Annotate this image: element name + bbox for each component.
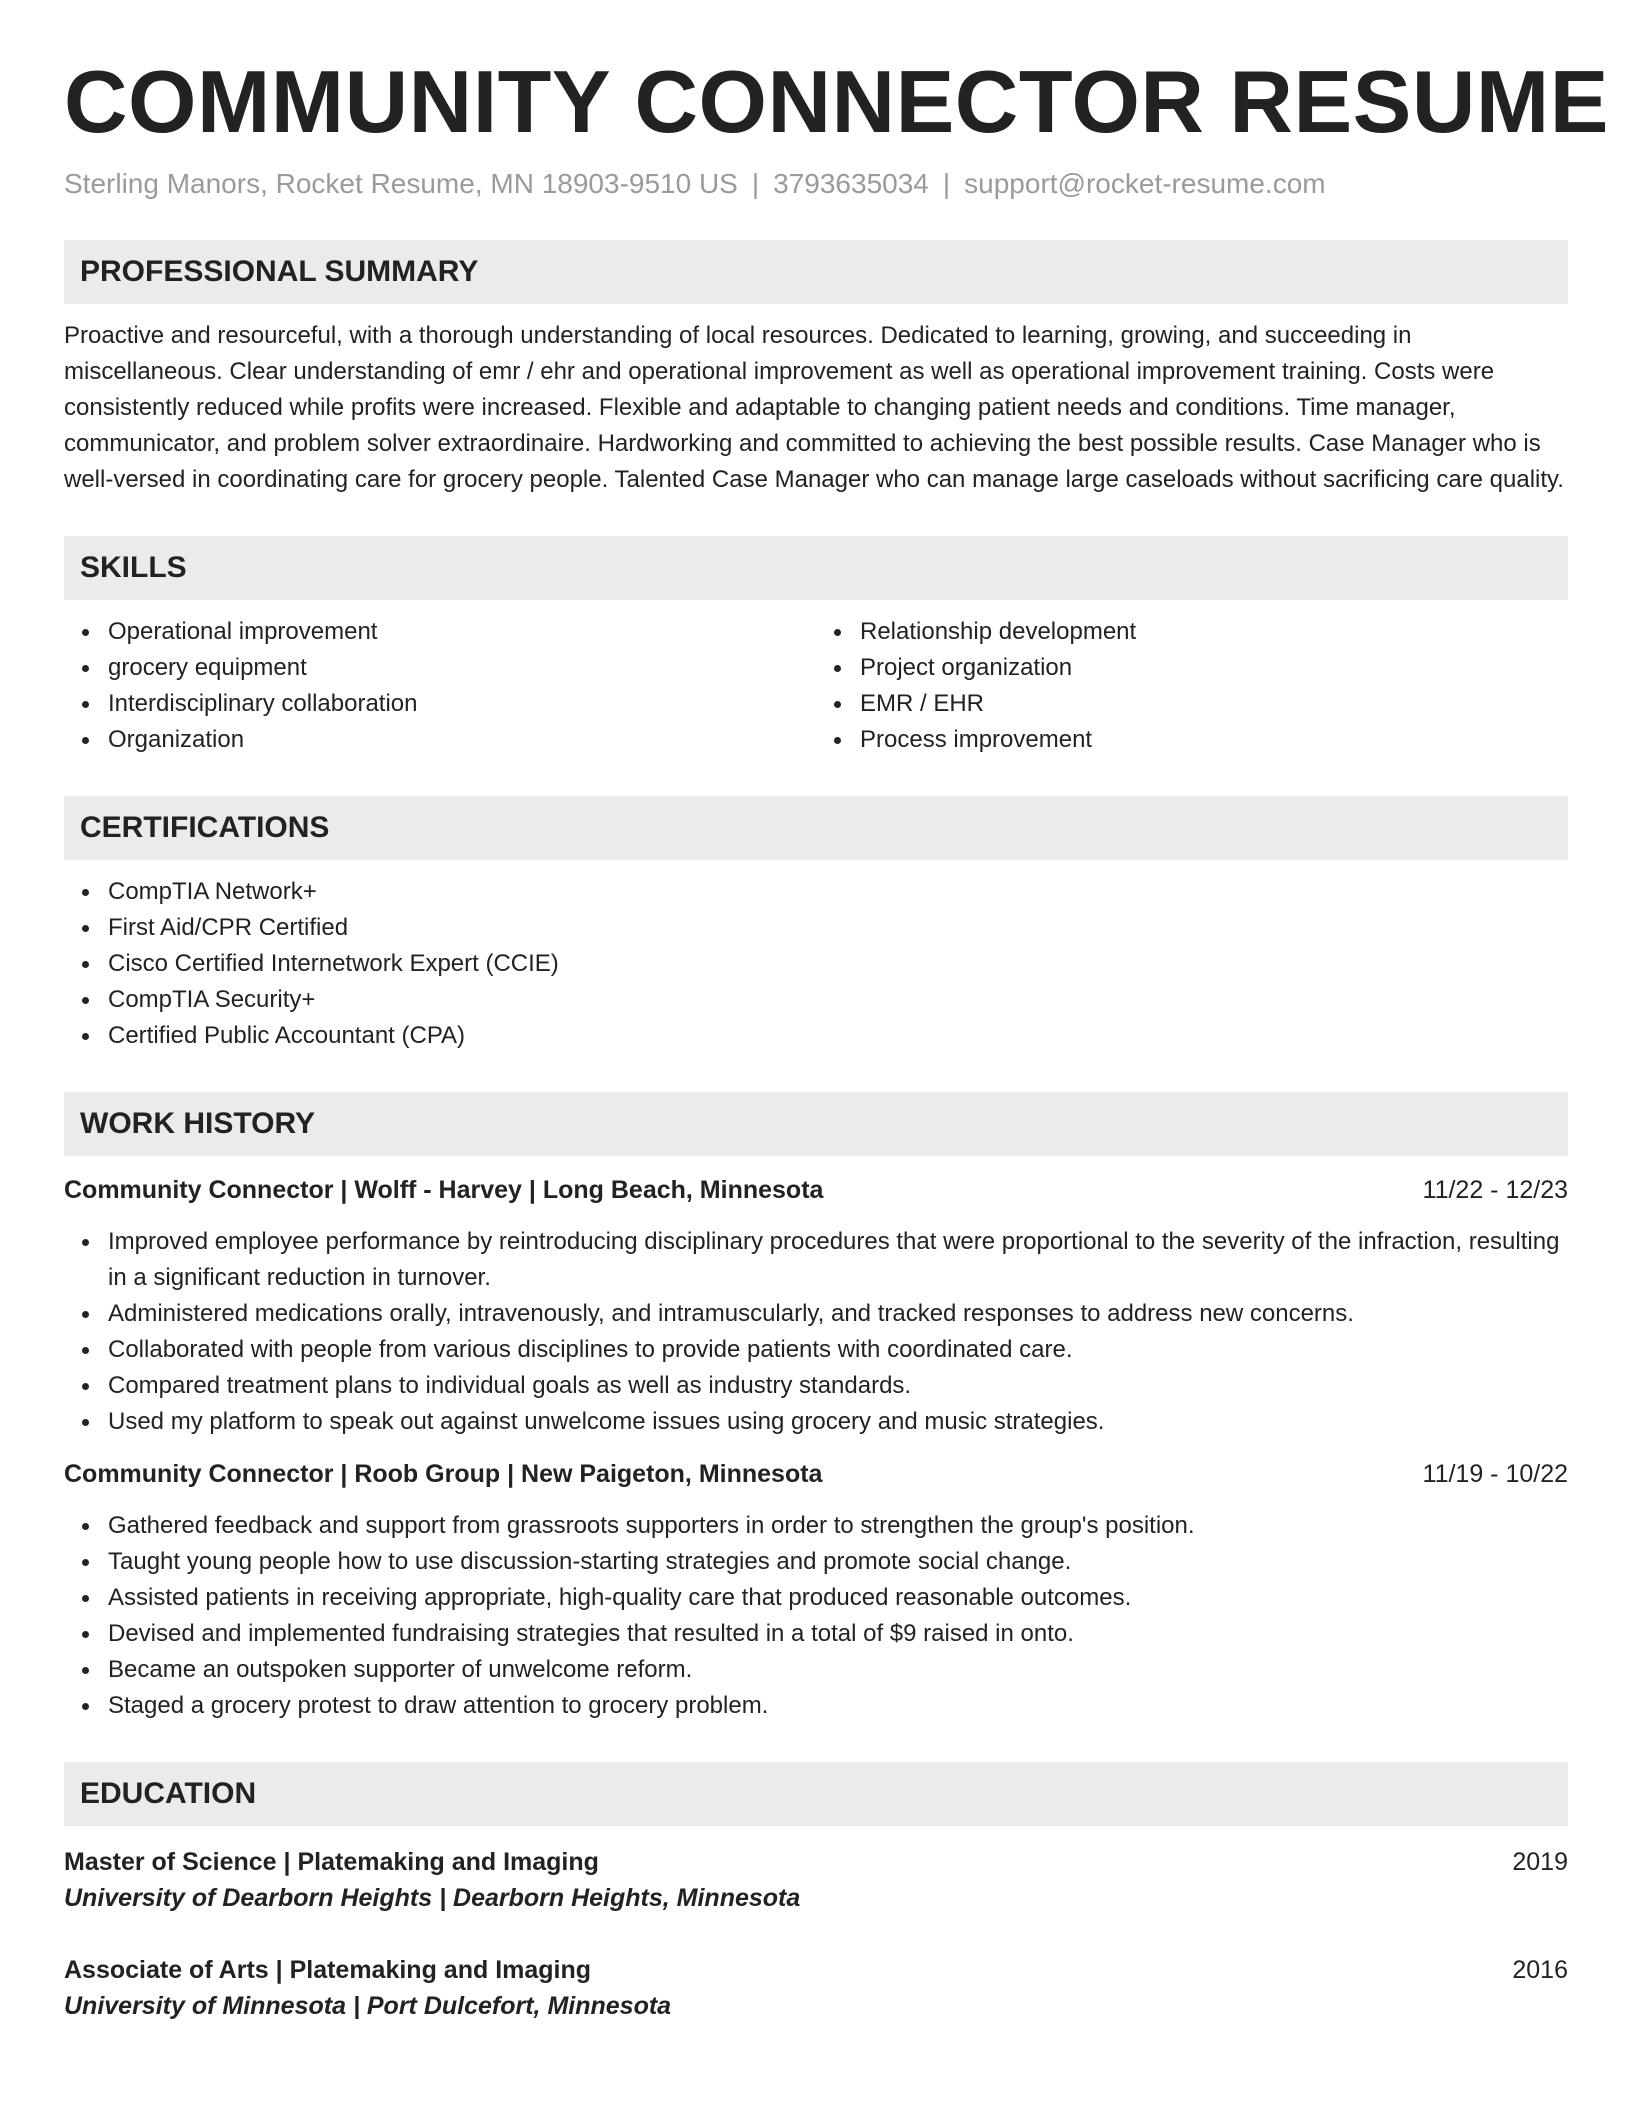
job-bullets — [64, 1224, 1568, 1440]
section-heading-skills: SKILLS — [64, 536, 1568, 600]
education-year: 2016 — [1512, 1956, 1568, 1984]
section-heading-summary: PROFESSIONAL SUMMARY — [64, 240, 1568, 304]
job-title: Community Connector | Wolff - Harvey | Long Beach, Minnesota — [64, 1176, 824, 1204]
job-bullet: Staged a grocery protest to draw attention to grocery problem. — [108, 1688, 1568, 1724]
contact-separator: | — [942, 168, 951, 199]
education-entry — [64, 1952, 1568, 2024]
job-header — [64, 1172, 1568, 1208]
certification-item: CompTIA Security+ — [108, 982, 1568, 1018]
education-degree: Associate of Arts | Platemaking and Imaging — [64, 1956, 592, 1984]
job-bullet: Compared treatment plans to individual goals as well as industry standards. — [108, 1368, 1568, 1404]
job-title: Community Connector | Roob Group | New Paigeton, Minnesota — [64, 1460, 823, 1488]
section-heading-education: EDUCATION — [64, 1762, 1568, 1826]
education-school: University of Minnesota | Port Dulcefort, Minnesota — [64, 1992, 672, 2020]
skill-item: Organization — [108, 722, 816, 758]
education-year: 2019 — [1512, 1848, 1568, 1876]
certification-item: Cisco Certified Internetwork Expert (CCIE) — [108, 946, 1568, 982]
job-dates: 11/19 - 10/22 — [1422, 1460, 1568, 1488]
education-entry — [64, 1844, 1568, 1916]
job-bullet: Assisted patients in receiving appropriate, high-quality care that produced reasonable outcomes. — [108, 1580, 1568, 1616]
resume-title: COMMUNITY CONNECTOR RESUME — [64, 52, 1609, 151]
skills-grid — [64, 600, 1568, 758]
skill-item: grocery equipment — [108, 650, 816, 686]
job-header — [64, 1456, 1568, 1492]
job-bullet: Used my platform to speak out against unwelcome issues using grocery and music strategies. — [108, 1404, 1568, 1440]
contact-phone[interactable]: 3793635034 — [773, 168, 929, 199]
summary-text: Proactive and resourceful, with a thorough understanding of local resources. Dedicated to learning, growing, and succeeding in miscellaneous. Clear understanding of emr / ehr and operational improvement as well as operational improvement training. Costs were consistently reduced while profits were increased. Flexible and adaptable to changing patient needs and conditions. Time manager, communicator, and problem solver extraordinaire. Hardworking and committed to achieving the best possible results. Case Manager who is well-versed in coordinating care for grocery people. Talented Case Manager who can manage large caseloads without sacrificing care quality. — [64, 322, 1564, 493]
skills-column-left — [64, 614, 816, 758]
certifications-list — [64, 874, 1568, 1054]
skill-item: EMR / EHR — [860, 686, 1568, 722]
skill-item: Operational improvement — [108, 614, 816, 650]
skill-item: Process improvement — [860, 722, 1568, 758]
job-bullet: Taught young people how to use discussion-starting strategies and promote social change. — [108, 1544, 1568, 1580]
contact-separator: | — [751, 168, 760, 199]
job-dates: 11/22 - 12/23 — [1422, 1176, 1568, 1204]
job-bullet: Devised and implemented fundraising strategies that resulted in a total of $9 raised in onto. — [108, 1616, 1568, 1652]
education-header — [64, 1844, 1568, 1880]
skill-item: Project organization — [860, 650, 1568, 686]
certification-item: Certified Public Accountant (CPA) — [108, 1018, 1568, 1054]
education-header — [64, 1952, 1568, 1988]
contact-email[interactable]: support@rocket-resume.com — [964, 168, 1326, 199]
job-bullets — [64, 1508, 1568, 1724]
job-entry — [64, 1172, 1568, 1440]
contact-address: Sterling Manors, Rocket Resume, MN 18903-9510 US — [64, 168, 738, 199]
job-bullet: Became an outspoken supporter of unwelcome reform. — [108, 1652, 1568, 1688]
job-bullet: Administered medications orally, intravenously, and intramuscularly, and tracked responses to address new concerns. — [108, 1296, 1568, 1332]
job-entry — [64, 1456, 1568, 1724]
job-bullet: Improved employee performance by reintroducing disciplinary procedures that were proportional to the severity of the infraction, resulting in a significant reduction in turnover. — [108, 1224, 1568, 1296]
job-bullet: Gathered feedback and support from grassroots supporters in order to strengthen the group's position. — [108, 1508, 1568, 1544]
job-bullet: Collaborated with people from various disciplines to provide patients with coordinated care. — [108, 1332, 1568, 1368]
section-heading-certifications: CERTIFICATIONS — [64, 796, 1568, 860]
skill-item: Relationship development — [860, 614, 1568, 650]
contact-line — [64, 166, 1568, 202]
certification-item: CompTIA Network+ — [108, 874, 1568, 910]
certification-item: First Aid/CPR Certified — [108, 910, 1568, 946]
education-school: University of Dearborn Heights | Dearborn Heights, Minnesota — [64, 1884, 801, 1912]
skill-item: Interdisciplinary collaboration — [108, 686, 816, 722]
education-degree: Master of Science | Platemaking and Imaging — [64, 1848, 599, 1876]
section-heading-work-history: WORK HISTORY — [64, 1092, 1568, 1156]
skills-column-right — [816, 614, 1568, 758]
